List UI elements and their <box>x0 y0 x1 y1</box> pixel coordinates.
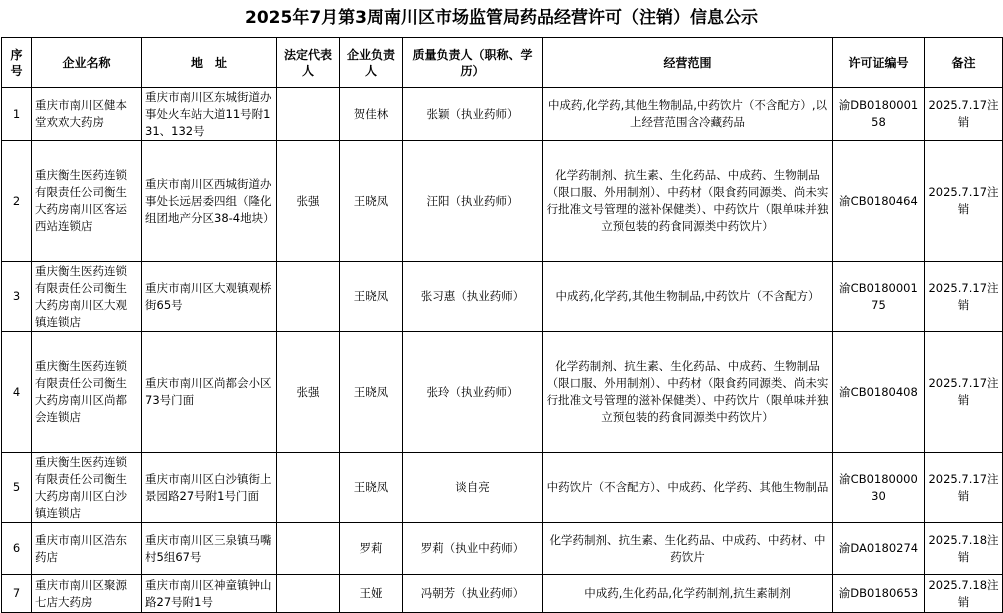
cell-quality: 冯朝芳（执业药师） <box>403 575 543 613</box>
cell-quality: 张习惠（执业药师） <box>403 262 543 332</box>
col-header-license: 许可证编号 <box>833 38 925 88</box>
col-header-seq: 序号 <box>2 38 32 88</box>
cell-principal: 王晓凤 <box>340 332 403 453</box>
cell-scope: 化学药制剂、抗生素、生化药品、中成药、生物制品（限口服、外用制剂）、中药材（限食药同源类、尚未实行批准文号管理的滋补保健类）、中药饮片（限单味并独立预包装的药食同源类中药饮片） <box>543 141 833 262</box>
cell-name: 重庆衡生医药连锁有限责任公司衡生大药房南川区白沙镇连锁店 <box>32 453 142 523</box>
table-row <box>2 141 1003 262</box>
license-table <box>1 37 1003 613</box>
page-title: 2025年7月第3周南川区市场监管局药品经营许可（注销）信息公示 <box>245 8 758 28</box>
cell-remark: 2025.7.18注销 <box>925 575 1003 613</box>
table-row <box>2 523 1003 575</box>
cell-remark: 2025.7.17注销 <box>925 88 1003 141</box>
cell-scope: 中药饮片（不含配方）、中成药、化学药、其他生物制品 <box>543 453 833 523</box>
cell-legal <box>277 575 340 613</box>
cell-license: 渝CB018000175 <box>833 262 925 332</box>
col-header-remark: 备注 <box>925 38 1003 88</box>
cell-scope: 中成药,生化药品,化学药制剂,抗生素制剂 <box>543 575 833 613</box>
cell-address: 重庆市南川区三泉镇马嘴村5组67号 <box>142 523 277 575</box>
cell-quality: 汪阳（执业药师） <box>403 141 543 262</box>
table-row <box>2 262 1003 332</box>
col-header-legal: 法定代表人 <box>277 38 340 88</box>
col-header-quality: 质量负责人（职称、学历） <box>403 38 543 88</box>
col-header-principal: 企业负责人 <box>340 38 403 88</box>
cell-name: 重庆衡生医药连锁有限责任公司衡生大药房南川区客运西站连锁店 <box>32 141 142 262</box>
cell-scope: 中成药,化学药,其他生物制品,中药饮片（不含配方） <box>543 262 833 332</box>
cell-remark: 2025.7.17注销 <box>925 141 1003 262</box>
cell-quality: 谈自亮 <box>403 453 543 523</box>
header-row <box>2 38 1003 88</box>
cell-seq: 5 <box>2 453 32 523</box>
cell-quality: 张颖（执业药师） <box>403 88 543 141</box>
cell-scope: 中成药,化学药,其他生物制品,中药饮片（不含配方）,以上经营范围含冷藏药品 <box>543 88 833 141</box>
cell-quality: 罗莉（执业中药师） <box>403 523 543 575</box>
cell-legal <box>277 88 340 141</box>
cell-legal: 张强 <box>277 141 340 262</box>
cell-legal: 张强 <box>277 332 340 453</box>
cell-seq: 2 <box>2 141 32 262</box>
table-row <box>2 88 1003 141</box>
cell-license: 渝DA0180274 <box>833 523 925 575</box>
cell-license: 渝CB0180408 <box>833 332 925 453</box>
cell-remark: 2025.7.17注销 <box>925 332 1003 453</box>
cell-address: 重庆市南川区白沙镇街上景园路27号附1号门面 <box>142 453 277 523</box>
cell-address: 重庆市南川区西城街道办事处长远居委四组（隆化组团地产分区38-4地块） <box>142 141 277 262</box>
cell-principal: 王晓凤 <box>340 453 403 523</box>
cell-seq: 6 <box>2 523 32 575</box>
cell-principal: 王晓凤 <box>340 141 403 262</box>
cell-remark: 2025.7.17注销 <box>925 262 1003 332</box>
cell-seq: 1 <box>2 88 32 141</box>
cell-principal: 王晓凤 <box>340 262 403 332</box>
col-header-scope: 经营范围 <box>543 38 833 88</box>
cell-principal: 罗莉 <box>340 523 403 575</box>
cell-address: 重庆市南川区大观镇观桥街65号 <box>142 262 277 332</box>
cell-name: 重庆衡生医药连锁有限责任公司衡生大药房南川区尚都会连锁店 <box>32 332 142 453</box>
cell-address: 重庆市南川区东城街道办事处火车站大道11号附131、132号 <box>142 88 277 141</box>
cell-license: 渝DB0180653 <box>833 575 925 613</box>
cell-legal <box>277 523 340 575</box>
cell-remark: 2025.7.17注销 <box>925 453 1003 523</box>
cell-license: 渝CB018000030 <box>833 453 925 523</box>
cell-scope: 化学药制剂、抗生素、生化药品、中成药、生物制品（限口服、外用制剂）、中药材（限食药同源类、尚未实行批准文号管理的滋补保健类）、中药饮片（限单味并独立预包装的药食同源类中药饮片） <box>543 332 833 453</box>
cell-principal: 贺佳林 <box>340 88 403 141</box>
cell-legal <box>277 262 340 332</box>
cell-remark: 2025.7.18注销 <box>925 523 1003 575</box>
cell-principal: 王娅 <box>340 575 403 613</box>
cell-seq: 4 <box>2 332 32 453</box>
cell-address: 重庆市南川区神童镇钟山路27号附1号 <box>142 575 277 613</box>
table-row <box>2 453 1003 523</box>
cell-name: 重庆市南川区健本堂欢欢大药房 <box>32 88 142 141</box>
cell-scope: 化学药制剂、抗生素、生化药品、中成药、中药材、中药饮片 <box>543 523 833 575</box>
cell-license: 渝CB0180464 <box>833 141 925 262</box>
cell-quality: 张玲（执业药师） <box>403 332 543 453</box>
cell-address: 重庆市南川区尚都会小区73号门面 <box>142 332 277 453</box>
cell-seq: 7 <box>2 575 32 613</box>
cell-legal <box>277 453 340 523</box>
cell-name: 重庆市南川区浩东药店 <box>32 523 142 575</box>
cell-name: 重庆市南川区聚源七店大药房 <box>32 575 142 613</box>
table-row <box>2 332 1003 453</box>
col-header-address: 地 址 <box>142 38 277 88</box>
cell-seq: 3 <box>2 262 32 332</box>
col-header-name: 企业名称 <box>32 38 142 88</box>
cell-name: 重庆衡生医药连锁有限责任公司衡生大药房南川区大观镇连锁店 <box>32 262 142 332</box>
cell-license: 渝DB018000158 <box>833 88 925 141</box>
table-row <box>2 575 1003 613</box>
